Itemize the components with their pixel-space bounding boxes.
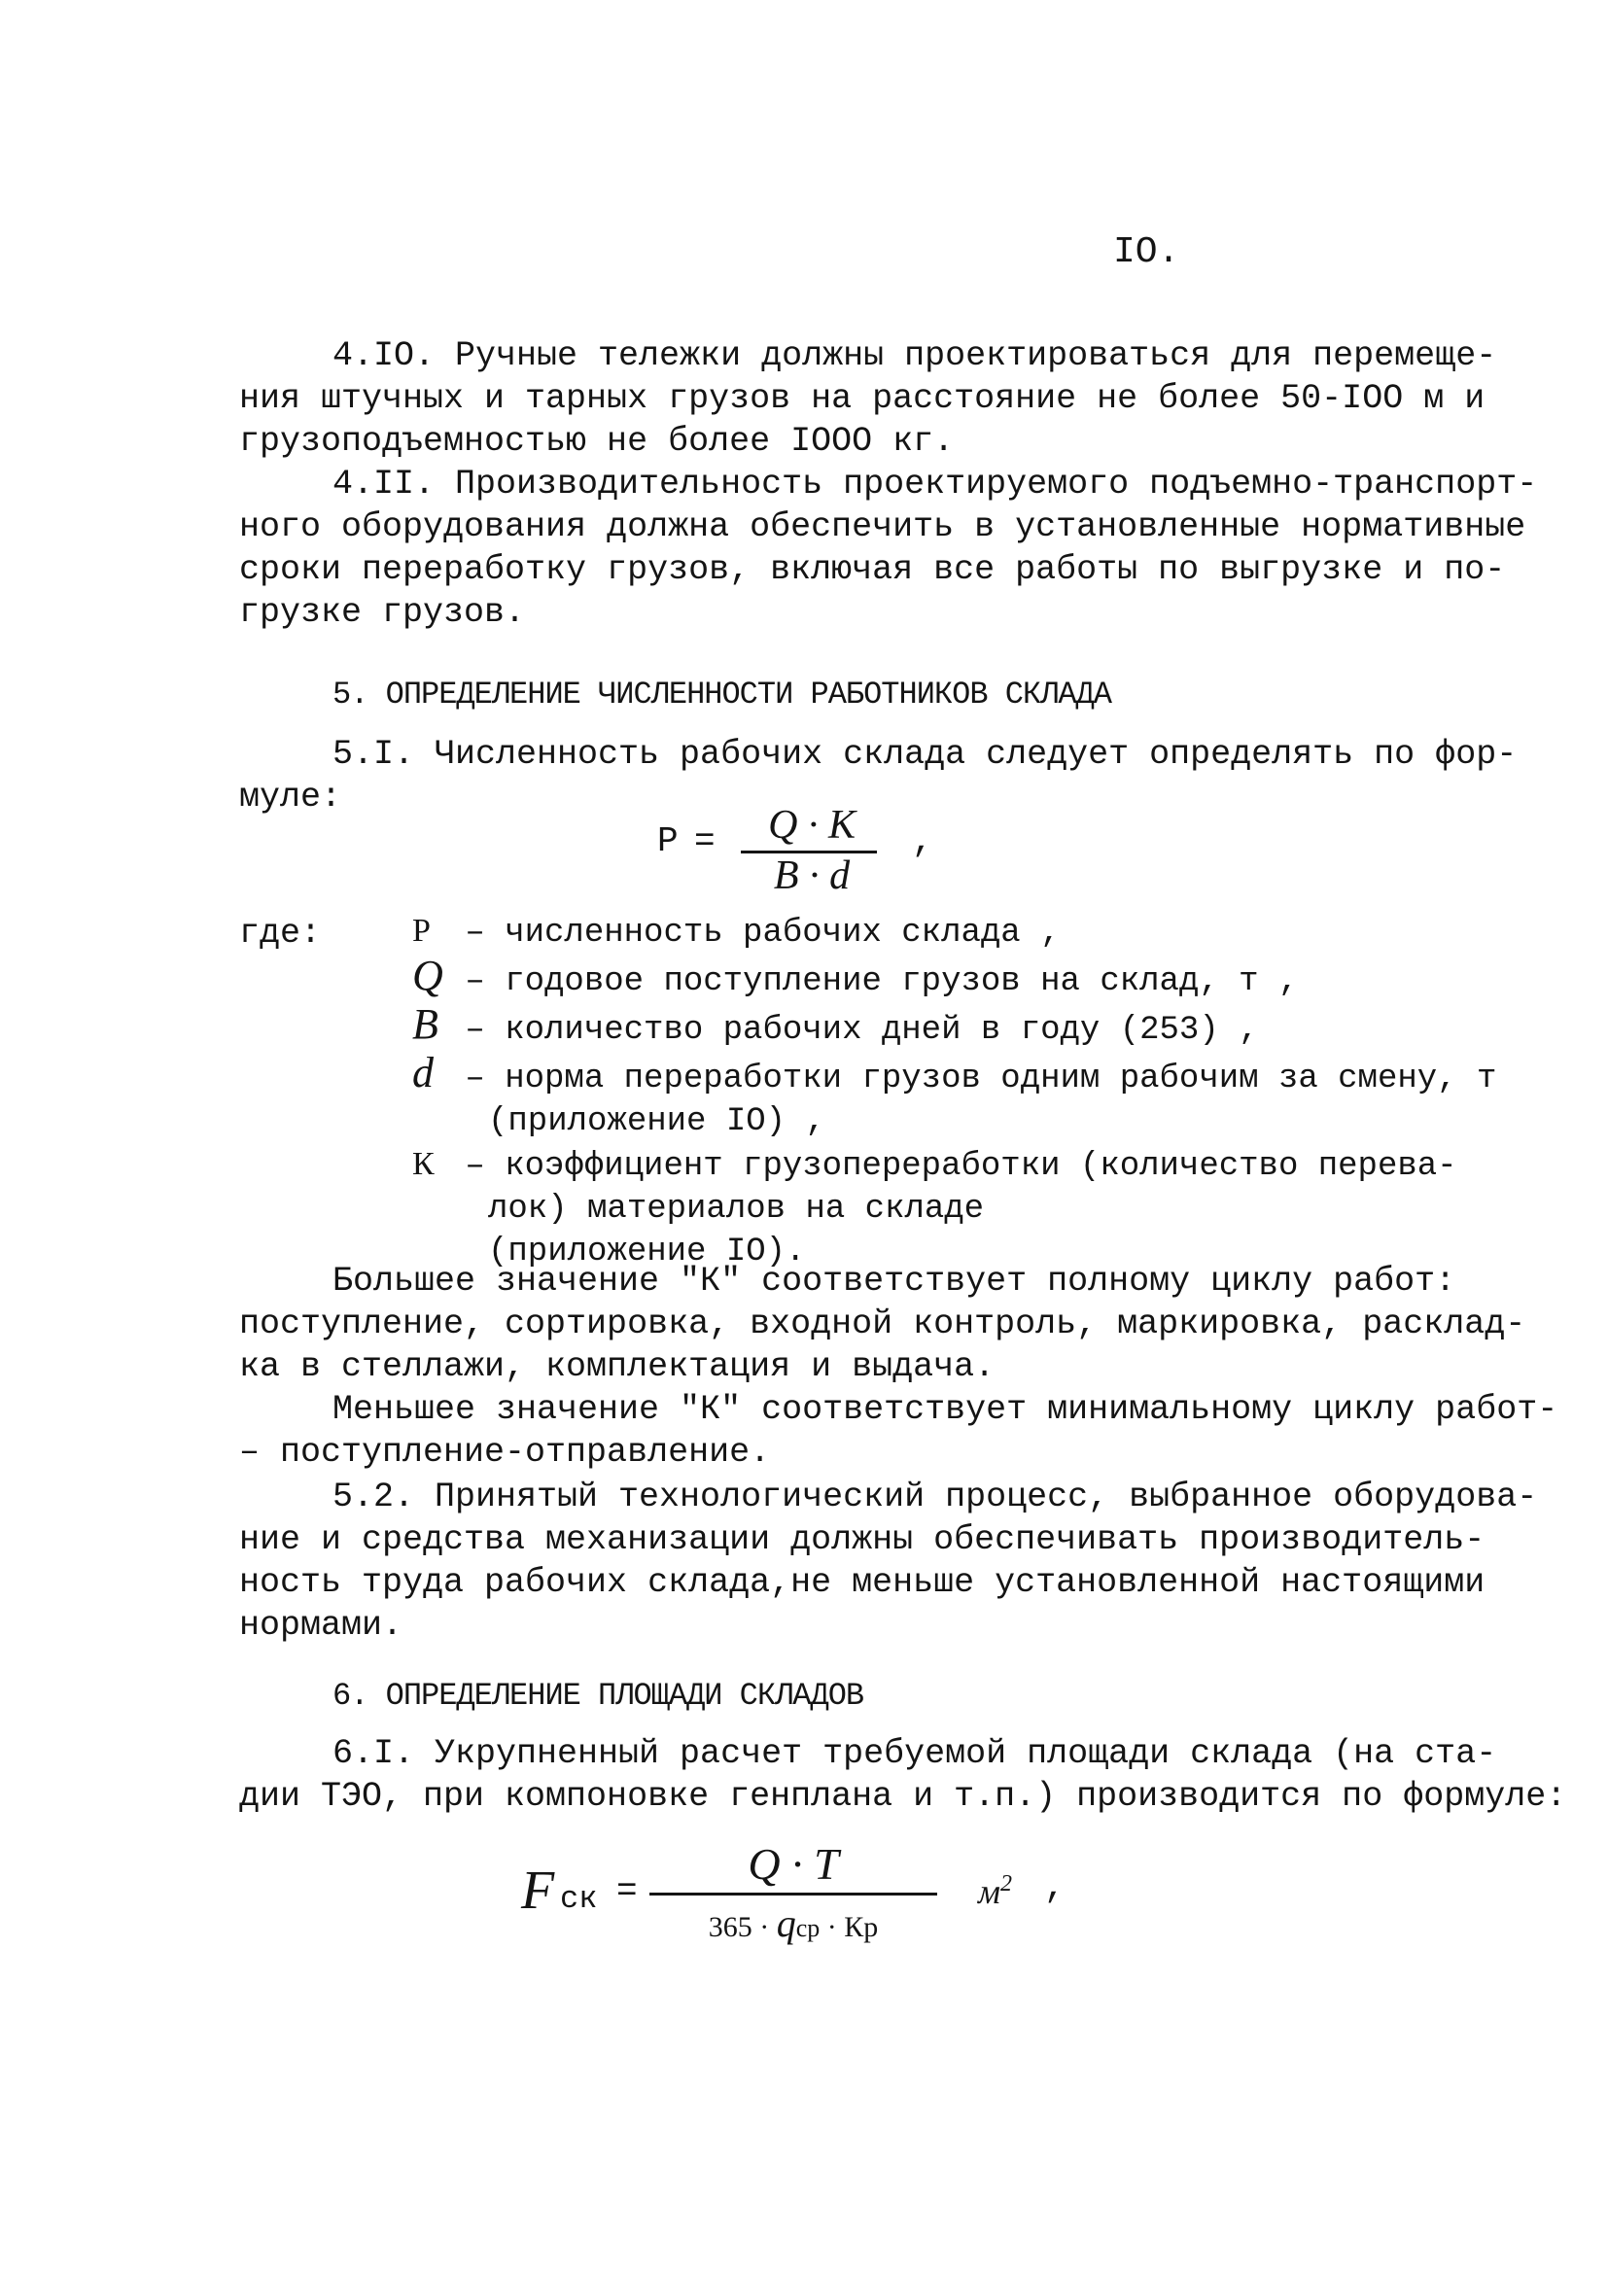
formula-comma: , bbox=[912, 821, 933, 861]
formula-denominator bbox=[647, 1900, 939, 1946]
text-line: 6.I. Укрупненный расчет требуемой площади склада (на ста- bbox=[332, 1734, 1497, 1773]
legend-item bbox=[412, 1049, 1497, 1100]
formula-denominator: В · d bbox=[773, 853, 851, 898]
legend-text: (приложение IO) , bbox=[488, 1103, 825, 1140]
formula-unit bbox=[978, 1871, 1012, 1912]
legend-item bbox=[412, 1000, 1496, 1052]
legend-symbol: d bbox=[412, 1049, 434, 1096]
formula-workers bbox=[657, 802, 939, 899]
text-line: муле: bbox=[239, 778, 342, 817]
fraction-bar bbox=[649, 1893, 937, 1896]
formula-lhs-subscript: ск bbox=[560, 1881, 598, 1917]
formula-lhs: F bbox=[521, 1861, 555, 1921]
legend-item bbox=[412, 1188, 1496, 1231]
paragraph-k-less bbox=[239, 1388, 1558, 1474]
section-6-heading: 6. ОПРЕДЕЛЕНИЕ ПЛОЩАДИ СКЛАДОВ bbox=[332, 1678, 864, 1714]
formula-numerator: Q · К bbox=[768, 803, 856, 848]
legend-item bbox=[412, 1100, 1496, 1143]
legend-item bbox=[412, 952, 1496, 1003]
text-line: грузке грузов. bbox=[239, 593, 526, 632]
text-line: ние и средства механизации должны обеспечивать производитель- bbox=[239, 1520, 1486, 1559]
formula-legend bbox=[412, 910, 1496, 1273]
unit-exponent: 2 bbox=[999, 1871, 1012, 1896]
text-line: Большее значение "К" соответствует полному циклу работ: bbox=[332, 1262, 1456, 1301]
text-line: нормами. bbox=[239, 1606, 403, 1645]
text-line: 5.I. Численность рабочих склада следует определять по фор- bbox=[332, 735, 1518, 774]
den-prefix: 365 · bbox=[708, 1911, 770, 1943]
formula-lhs: Р bbox=[657, 821, 679, 861]
legend-text: – численность рабочих склада , bbox=[465, 915, 1061, 952]
legend-text: – годовое поступление грузов на склад, т , bbox=[465, 963, 1299, 1000]
legend-symbol: К bbox=[412, 1146, 435, 1182]
text-line: поступление, сортировка, входной контроль, маркировка, расклад- bbox=[239, 1305, 1526, 1343]
den-q-subscript: ср bbox=[795, 1914, 821, 1942]
formula-equals: = bbox=[694, 821, 716, 861]
formula-comma: , bbox=[1044, 1867, 1066, 1907]
text-line: – поступление-отправление. bbox=[239, 1433, 771, 1472]
text-line: ного оборудования должна обеспечить в установленные нормативные bbox=[239, 507, 1526, 546]
text-line: 4.IO. Ручные тележки должны проектироваться для перемеще- bbox=[332, 336, 1497, 375]
text-line: грузоподъемностью не более IOOO кг. bbox=[239, 422, 955, 461]
paragraph-5-2 bbox=[239, 1476, 1538, 1647]
legend-text: – количество рабочих дней в году (253) , bbox=[465, 1012, 1259, 1049]
unit-base: м bbox=[978, 1872, 1000, 1911]
text-line: 5.2. Принятый технологический процесс, выбранное оборудова- bbox=[332, 1478, 1538, 1516]
paragraph-k-more bbox=[239, 1260, 1526, 1388]
text-line: ность труда рабочих склада,не меньше установленной настоящими bbox=[239, 1563, 1486, 1602]
legend-item bbox=[412, 910, 1496, 955]
legend-symbol: Р bbox=[412, 913, 431, 949]
text-line: ния штучных и тарных грузов на расстояние не более 50-IOO м и bbox=[239, 379, 1486, 418]
legend-text: – коэффициент грузопереработки (количество перева- bbox=[465, 1148, 1457, 1185]
text-line: сроки переработку грузов, включая все работы по выгрузке и по- bbox=[239, 550, 1506, 589]
legend-text: лок) материалов на складе bbox=[488, 1191, 985, 1228]
section-5-heading: 5. ОПРЕДЕЛЕНИЕ ЧИСЛЕННОСТИ РАБОТНИКОВ СКЛАДА bbox=[332, 677, 1111, 713]
formula-numerator: Q · T bbox=[748, 1839, 839, 1889]
formula-equals: = bbox=[616, 1871, 638, 1911]
paragraph-4-11 bbox=[239, 463, 1538, 634]
den-q: q bbox=[776, 1901, 796, 1945]
legend-text: – норма переработки грузов одним рабочим за смену, т bbox=[465, 1061, 1497, 1097]
paragraph-6-1 bbox=[239, 1732, 1567, 1818]
text-line: ка в стеллажи, комплектация и выдача. bbox=[239, 1347, 996, 1386]
page-number: IO. bbox=[1113, 231, 1180, 273]
legend-text: (приложение IO). bbox=[488, 1234, 806, 1270]
paragraph-4-10 bbox=[239, 334, 1497, 463]
legend-item bbox=[412, 1143, 1496, 1188]
den-suffix: · Кр bbox=[826, 1911, 879, 1943]
legend-symbol: В bbox=[412, 1000, 438, 1048]
text-line: Меньшее значение "К" соответствует минимальному циклу работ- bbox=[332, 1390, 1558, 1429]
text-line: дии ТЭО, при компоновке генплана и т.п.) производится по формуле: bbox=[239, 1777, 1567, 1816]
text-line: 4.II. Производительность проектируемого подъемно-транспорт- bbox=[332, 465, 1538, 504]
formula-area bbox=[521, 1832, 1104, 1959]
legend-symbol: Q bbox=[412, 952, 443, 999]
where-label: где: bbox=[239, 914, 322, 953]
